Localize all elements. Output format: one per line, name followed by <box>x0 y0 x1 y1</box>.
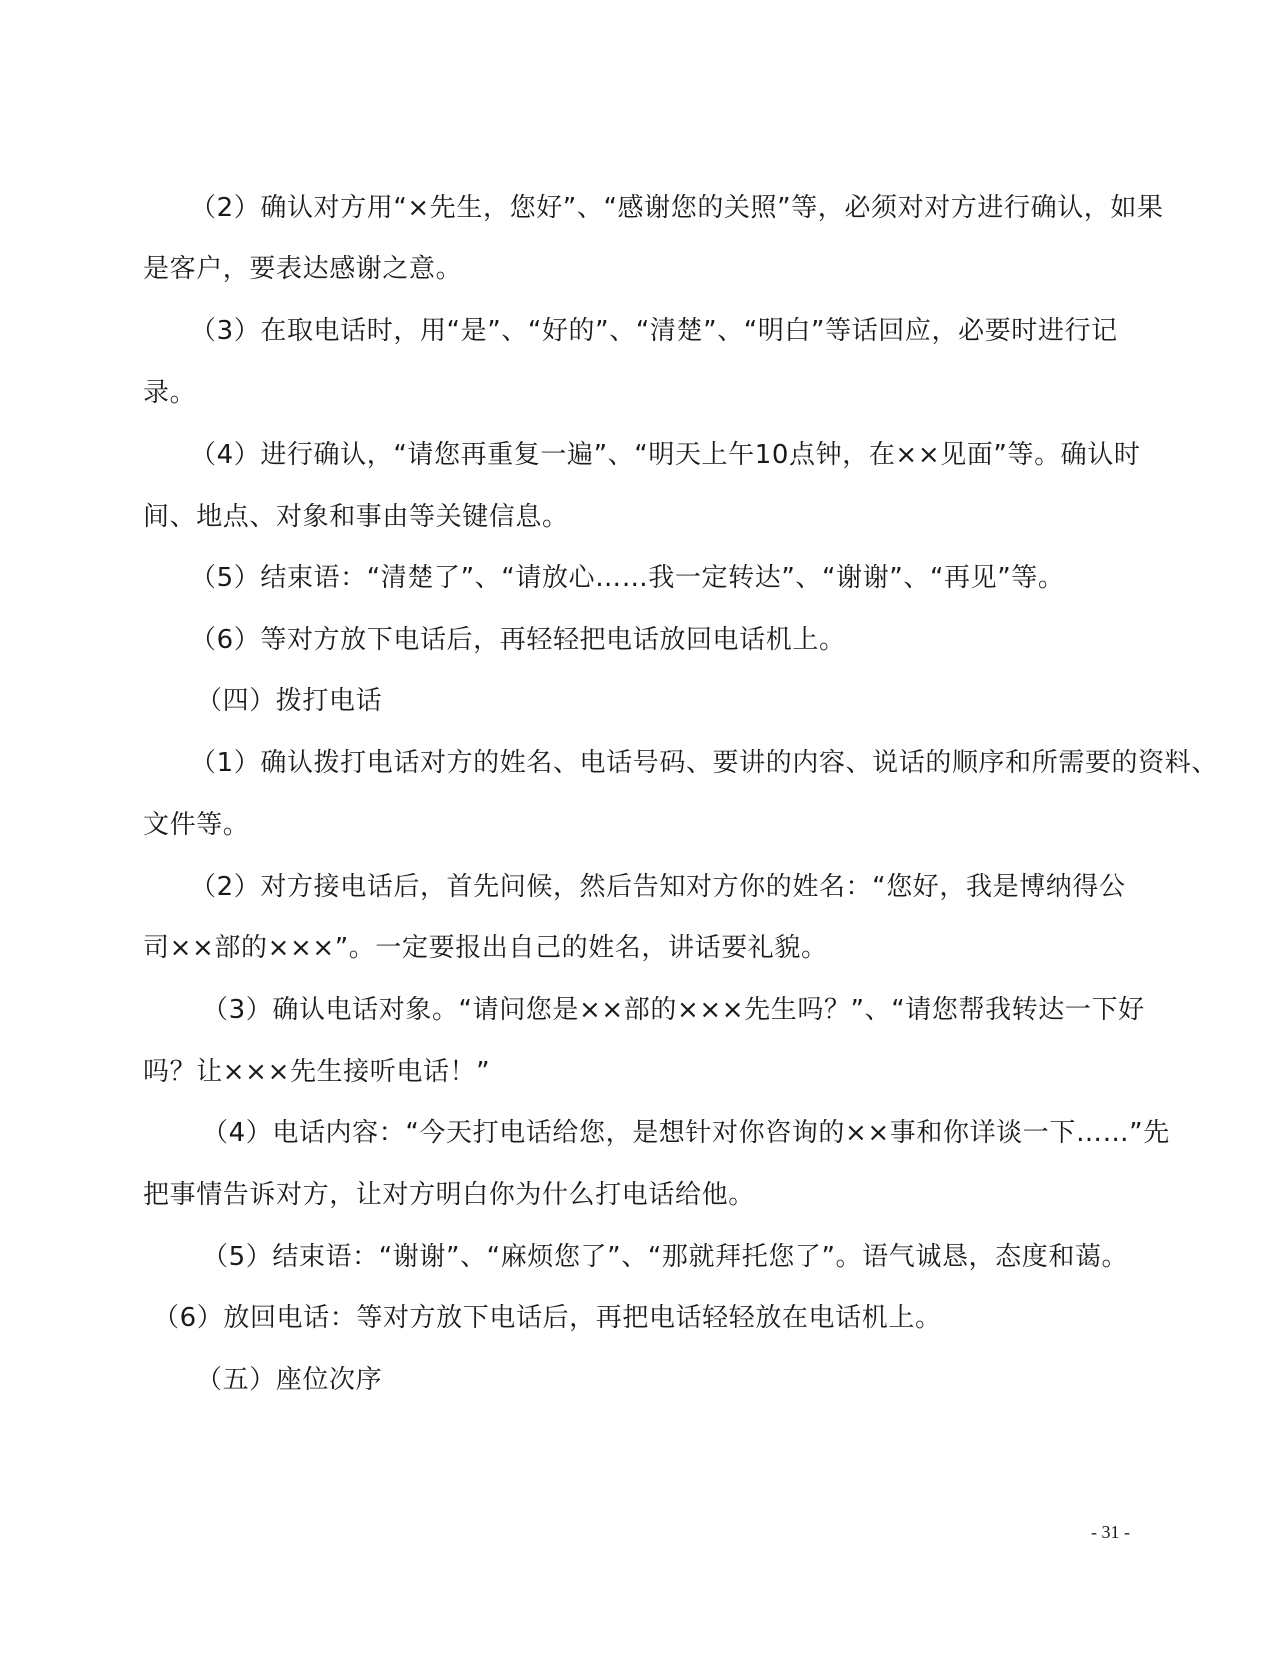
text-line: （4）电话内容：“今天打电话给您，是想针对你咨询的××事和你详谈一下……”先 <box>202 1118 1170 1148</box>
text-line: （2）确认对方用“×先生，您好”、“感谢您的关照”等，必须对对方进行确认，如果 <box>190 193 1164 223</box>
page-number: - 31 - <box>1091 1522 1130 1542</box>
text-line: 吗？让×××先生接听电话！” <box>143 1057 491 1087</box>
text-line: （5）结束语：“清楚了”、“请放心……我一定转达”、“谢谢”、“再见”等。 <box>190 563 1065 593</box>
text-line: 是客户，要表达感谢之意。 <box>143 254 463 284</box>
text-line: （3）确认电话对象。“请问您是××部的×××先生吗？”、“请您帮我转达一下好 <box>202 995 1145 1025</box>
text-line: 把事情告诉对方，让对方明白你为什么打电话给他。 <box>143 1180 755 1210</box>
section-heading: （五）座位次序 <box>196 1365 383 1395</box>
text-line: （6）放回电话：等对方放下电话后，再把电话轻轻放在电话机上。 <box>153 1303 942 1333</box>
text-line: （3）在取电话时，用“是”、“好的”、“清楚”、“明白”等话回应，必要时进行记 <box>190 316 1118 346</box>
text-line: （2）对方接电话后，首先问候，然后告知对方你的姓名：“您好，我是博纳得公 <box>190 872 1126 902</box>
text-line: （1）确认拨打电话对方的姓名、电话号码、要讲的内容、说话的顺序和所需要的资料、 <box>190 748 1218 778</box>
text-line: （4）进行确认，“请您再重复一遍”、“明天上午10点钟，在××见面”等。确认时 <box>190 440 1141 470</box>
text-line: 司××部的×××”。一定要报出自己的姓名，讲话要礼貌。 <box>143 933 828 963</box>
text-line: （6）等对方放下电话后，再轻轻把电话放回电话机上。 <box>190 625 846 655</box>
text-line: 录。 <box>143 378 197 408</box>
text-line: 文件等。 <box>143 810 250 840</box>
text-line: （5）结束语：“谢谢”、“麻烦您了”、“那就拜托您了”。语气诚恳，态度和蔼。 <box>202 1242 1129 1272</box>
text-line: 间、地点、对象和事由等关键信息。 <box>143 502 569 532</box>
section-heading: （四）拨打电话 <box>196 686 383 716</box>
